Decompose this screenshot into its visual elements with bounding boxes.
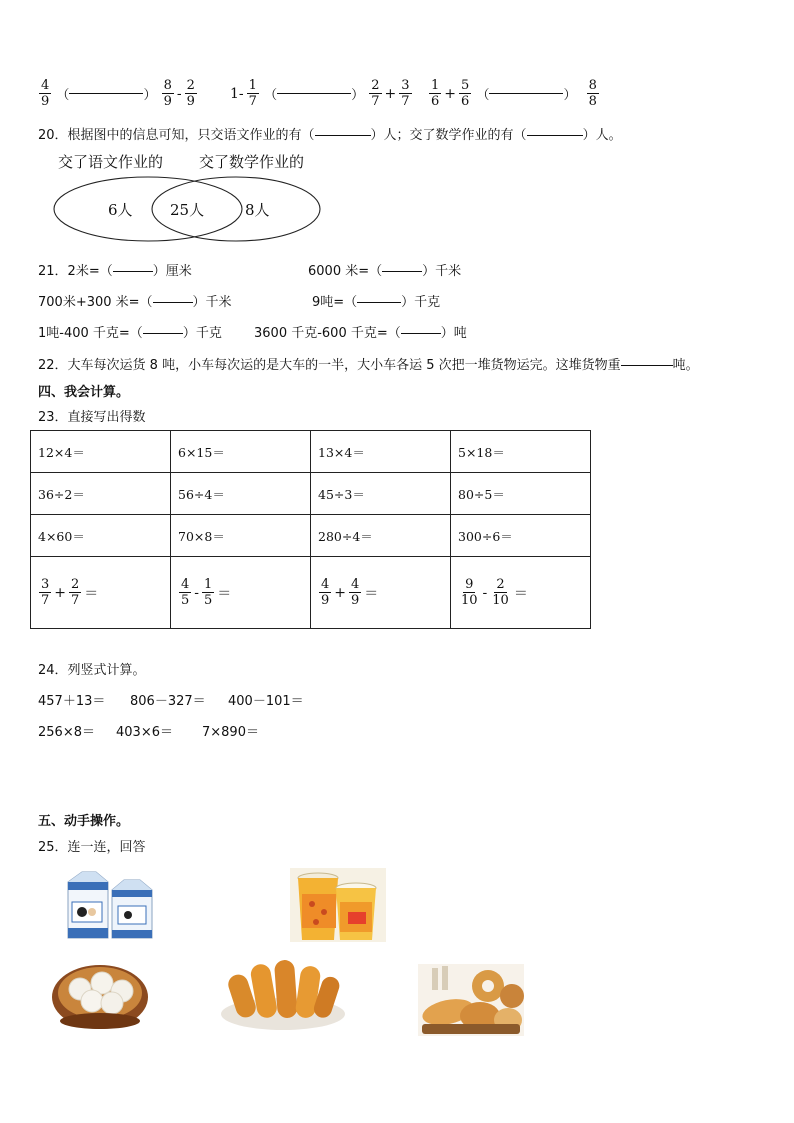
venn-label-math: 交了数学作业的 (199, 153, 305, 171)
q24-expr: 806－327＝ (130, 694, 206, 709)
venn-only-math: 8人 (245, 201, 270, 219)
table-row (31, 515, 591, 557)
answer-blank[interactable] (153, 302, 193, 303)
venn-both: 25人 (170, 201, 205, 219)
fraction: $\frac{1}{6}$ (431, 78, 440, 109)
section-heading: 五、动手操作。 (38, 814, 130, 829)
bread-basket-image (418, 964, 524, 1036)
fraction: $\frac{5}{6}$ (461, 78, 470, 109)
table-row (31, 473, 591, 515)
table-cell: 36÷2＝ (31, 473, 171, 515)
steamed-buns-image (50, 955, 150, 1035)
fraction: $\frac{8}{9}$ (163, 78, 172, 109)
venn-only-chinese: 6人 (108, 201, 133, 219)
answer-blank[interactable] (277, 93, 351, 94)
venn-label-chinese: 交了语文作业的 (58, 153, 164, 171)
q21-row3-b: 3600 千克-600 千克=（ ）吨 (254, 326, 467, 341)
calc-table (30, 430, 591, 629)
table-cell: $\frac{3}{7}$ + $\frac{2}{7}$ ＝ (31, 557, 171, 629)
table-cell: 12×4＝ (31, 431, 171, 473)
q19-row: $\frac{1}{6}$ + $\frac{5}{6}$ （ ） $\frac{8}{8}$ (431, 78, 597, 109)
table-cell: 13×4＝ (311, 431, 451, 473)
table-cell: 4×60＝ (31, 515, 171, 557)
q22-question: 22．大车每次运货 8 吨，小车每次运的是大车的一半，大小车各运 5 次把一堆货物运完。这堆货物重 吨。 (38, 358, 699, 373)
table-cell: 80÷5＝ (451, 473, 591, 515)
q21-row1-b: 6000 米=（ ）千米 (308, 264, 462, 279)
q24-expr: 457＋13＝ (38, 694, 106, 709)
answer-blank[interactable] (113, 271, 153, 272)
answer-blank[interactable] (315, 135, 371, 136)
answer-blank[interactable] (143, 333, 183, 334)
q19-row: 1- $\frac{1}{7}$ （ ） $\frac{2}{7}$ + $\frac{3}{7}$ (230, 78, 410, 109)
answer-blank[interactable] (489, 93, 563, 94)
fraction: $\frac{2}{7}$ (371, 78, 380, 109)
q21-row3-a: 1吨-400 千克=（ ）千克 (38, 326, 222, 341)
answer-blank[interactable] (382, 271, 422, 272)
fraction: $\frac{3}{7}$ (401, 78, 410, 109)
table-row (31, 557, 591, 629)
q25-title: 25．连一连，回答 (38, 840, 146, 855)
q24-title: 24．列竖式计算。 (38, 663, 146, 678)
q24-expr: 403×6＝ (116, 725, 173, 740)
answer-blank[interactable] (621, 365, 673, 366)
fraction: $\frac{1}{7}$ (248, 78, 257, 109)
venn-circle-chinese (54, 177, 242, 241)
q24-expr: 256×8＝ (38, 725, 95, 740)
table-cell: $\frac{4}{5}$ - $\frac{1}{5}$ ＝ (171, 557, 311, 629)
table-cell: 280÷4＝ (311, 515, 451, 557)
table-cell: 300÷6＝ (451, 515, 591, 557)
table-row (31, 431, 591, 473)
answer-blank[interactable] (357, 302, 401, 303)
soy-milk-cups-image (290, 868, 386, 942)
q21-row2-b: 9吨=（ ）千克 (312, 295, 441, 310)
table-cell: 56÷4＝ (171, 473, 311, 515)
answer-blank[interactable] (69, 93, 143, 94)
q21-row2-a: 700米+300 米=（ ）千米 (38, 295, 232, 310)
section-heading: 四、我会计算。 (38, 385, 130, 400)
answer-blank[interactable] (401, 333, 441, 334)
fraction: $\frac{8}{8}$ (588, 78, 597, 109)
q24-expr: 7×890＝ (202, 725, 259, 740)
q24-expr: 400－101＝ (228, 694, 304, 709)
q19-row: $\frac{4}{9}$ （ ） $\frac{8}{9}$ - $\frac{2}{9}$ (41, 78, 195, 109)
table-cell: $\frac{9}{10}$ - $\frac{2}{10}$ ＝ (451, 557, 591, 629)
table-cell: 5×18＝ (451, 431, 591, 473)
table-cell: $\frac{4}{9}$ + $\frac{4}{9}$ ＝ (311, 557, 451, 629)
table-cell: 45÷3＝ (311, 473, 451, 515)
table-cell: 6×15＝ (171, 431, 311, 473)
q20-question: 20．根据图中的信息可知，只交语文作业的有（ ）人；交了数学作业的有（ ）人。 (38, 128, 622, 143)
fraction: $\frac{4}{9}$ (41, 78, 50, 109)
fried-dough-sticks-image (218, 952, 348, 1034)
q21-row1-a: 21．2米=（ ）厘米 (38, 264, 192, 279)
q23-title: 23．直接写出得数 (38, 410, 146, 425)
milk-cartons-image (62, 868, 158, 942)
answer-blank[interactable] (527, 135, 583, 136)
fraction: $\frac{2}{9}$ (186, 78, 195, 109)
table-cell: 70×8＝ (171, 515, 311, 557)
